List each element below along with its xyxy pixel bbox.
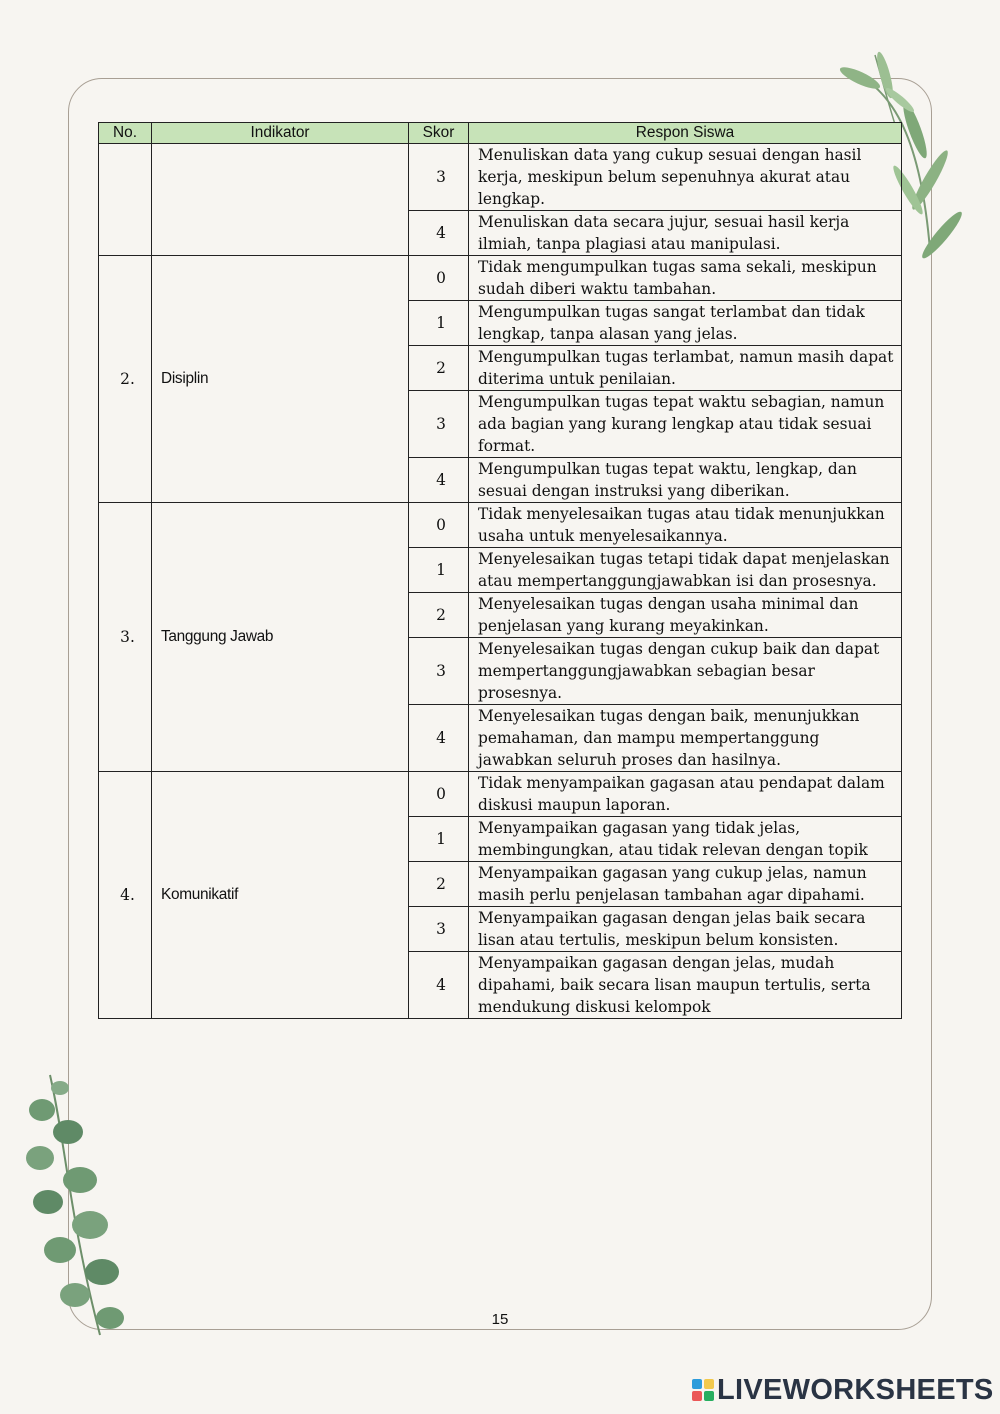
table-row xyxy=(99,256,902,301)
table-row xyxy=(99,772,902,817)
score-cell: 3 xyxy=(409,638,469,705)
page-number: 15 xyxy=(491,1311,509,1328)
response-cell: Menyelesaikan tugas dengan usaha minimal dan penjelasan yang kurang meyakinkan. xyxy=(469,593,902,638)
score-cell: 4 xyxy=(409,952,469,1019)
table-row xyxy=(99,503,902,548)
response-cell: Mengumpulkan tugas sangat terlambat dan tidak lengkap, tanpa alasan yang jelas. xyxy=(469,301,902,346)
score-cell: 0 xyxy=(409,772,469,817)
response-cell: Mengumpulkan tugas terlambat, namun masih dapat diterima untuk penilaian. xyxy=(469,346,902,391)
score-cell: 4 xyxy=(409,211,469,256)
header-response: Respon Siswa xyxy=(469,123,902,144)
response-cell: Menuliskan data secara jujur, sesuai hasil kerja ilmiah, tanpa plagiasi atau manipulasi. xyxy=(469,211,902,256)
score-cell: 1 xyxy=(409,301,469,346)
response-cell: Tidak mengumpulkan tugas sama sekali, meskipun sudah diberi waktu tambahan. xyxy=(469,256,902,301)
response-cell: Mengumpulkan tugas tepat waktu sebagian, namun ada bagian yang kurang lengkap atau tidak sesuai format. xyxy=(469,391,902,458)
logo-square-blue xyxy=(692,1379,702,1389)
logo-square-red xyxy=(692,1391,702,1401)
score-cell: 1 xyxy=(409,548,469,593)
logo-square-green xyxy=(704,1391,714,1401)
score-cell: 2 xyxy=(409,862,469,907)
response-cell: Menyampaikan gagasan yang tidak jelas, membingungkan, atau tidak relevan dengan topik xyxy=(469,817,902,862)
liveworksheets-icon xyxy=(692,1379,714,1401)
row-number: 4. xyxy=(99,772,152,1019)
table-header-row xyxy=(99,123,902,144)
score-cell: 4 xyxy=(409,458,469,503)
response-cell: Menyampaikan gagasan dengan jelas baik secara lisan atau tertulis, meskipun belum konsisten. xyxy=(469,907,902,952)
header-no: No. xyxy=(99,123,152,144)
row-number: 3. xyxy=(99,503,152,772)
indicator-cell: Tanggung Jawab xyxy=(152,503,409,772)
response-cell: Tidak menyampaikan gagasan atau pendapat dalam diskusi maupun laporan. xyxy=(469,772,902,817)
score-cell: 3 xyxy=(409,391,469,458)
score-cell: 2 xyxy=(409,346,469,391)
score-cell: 2 xyxy=(409,593,469,638)
score-cell: 3 xyxy=(409,907,469,952)
response-cell: Menyampaikan gagasan yang cukup jelas, namun masih perlu penjelasan tambahan agar dipahami. xyxy=(469,862,902,907)
table-row xyxy=(99,144,902,211)
response-cell: Menuliskan data yang cukup sesuai dengan hasil kerja, meskipun belum sepenuhnya akurat atau lengkap. xyxy=(469,144,902,211)
row-number xyxy=(99,144,152,256)
indicator-cell: Disiplin xyxy=(152,256,409,503)
response-cell: Tidak menyelesaikan tugas atau tidak menunjukkan usaha untuk menyelesaikannya. xyxy=(469,503,902,548)
response-cell: Mengumpulkan tugas tepat waktu, lengkap, dan sesuai dengan instruksi yang diberikan. xyxy=(469,458,902,503)
indicator-cell xyxy=(152,144,409,256)
score-cell: 3 xyxy=(409,144,469,211)
response-cell: Menyelesaikan tugas tetapi tidak dapat menjelaskan atau mempertanggungjawabkan isi dan prosesnya. xyxy=(469,548,902,593)
liveworksheets-wordmark: LIVEWORKSHEETS xyxy=(717,1373,994,1406)
score-cell: 4 xyxy=(409,705,469,772)
score-cell: 0 xyxy=(409,503,469,548)
response-cell: Menyelesaikan tugas dengan cukup baik dan dapat mempertanggungjawabkan sebagian besar prosesnya. xyxy=(469,638,902,705)
header-score: Skor xyxy=(409,123,469,144)
response-cell: Menyampaikan gagasan dengan jelas, mudah dipahami, baik secara lisan maupun tertulis, serta mendukung diskusi kelompok xyxy=(469,952,902,1019)
score-cell: 0 xyxy=(409,256,469,301)
response-cell: Menyelesaikan tugas dengan baik, menunjukkan pemahaman, dan mampu mempertanggung jawabkan seluruh proses dan hasilnya. xyxy=(469,705,902,772)
liveworksheets-logo[interactable] xyxy=(692,1374,994,1406)
assessment-rubric-table xyxy=(98,122,902,1019)
row-number: 2. xyxy=(99,256,152,503)
logo-square-yellow xyxy=(704,1379,714,1389)
header-indicator: Indikator xyxy=(152,123,409,144)
eucalyptus-branch-bottom-left-icon xyxy=(20,1070,130,1340)
score-cell: 1 xyxy=(409,817,469,862)
indicator-cell: Komunikatif xyxy=(152,772,409,1019)
